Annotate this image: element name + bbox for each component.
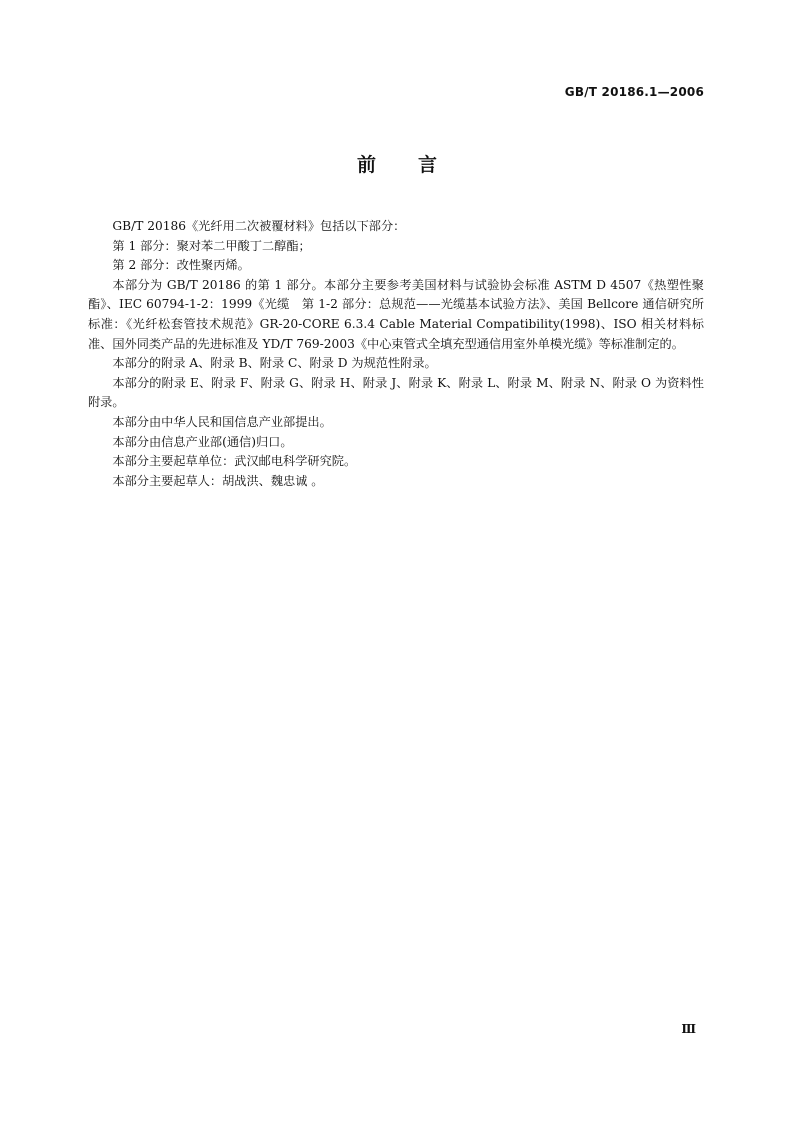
paragraph-drafters: 本部分主要起草人：胡战洪、魏忠诚 。 (112, 473, 324, 488)
page-title: 前言 (356, 154, 479, 176)
paragraph-normative-annexes: 本部分的附录 A、附录 B、附录 C、附录 D 为规范性附录。 (112, 356, 437, 371)
paragraph-drafting-unit: 本部分主要起草单位：武汉邮电科学研究院。 (112, 454, 357, 469)
paragraph-proposed-by: 本部分由中华人民和国信息产业部提出。 (112, 414, 332, 429)
paragraph-part-1: 第 1 部分：聚对苯二甲酸丁二醇酯； (112, 238, 311, 253)
paragraph-part-2: 第 2 部分：改性聚丙烯。 (112, 258, 250, 273)
paragraph-parts-intro: GB/T 20186《光纤用二次被覆材料》包括以下部分： (112, 219, 406, 233)
paragraph-references: 本部分为 GB/T 20186 的第 1 部分。本部分主要参考美国材料与试验协会标准 ASTM D 4507《热塑性聚酯》、IEC 60794-1-2：1999《光缆 第 1-2 部分：总规范——光缆基本试验方法》、美国 Bellcore 通信研究所标准：《光纤松套管技术规范》GR-20-CORE 6.3.4 Cable Material Compatibility(1998)、ISO 相关材料标准、国外同类产品的先进标准及 YD/T 769-2003《中心束管式全填充型通信用室外单模光缆》等标准制定的。 (88, 277, 704, 351)
page-number: Ⅲ (681, 1022, 696, 1036)
foreword-body (88, 217, 704, 491)
standard-number: GB/T 20186.1—2006 (564, 85, 704, 99)
paragraph-administered-by: 本部分由信息产业部(通信)归口。 (112, 434, 293, 449)
paragraph-informative-annexes: 本部分的附录 E、附录 F、附录 G、附录 H、附录 J、附录 K、附录 L、附录 M、附录 N、附录 O 为资料性附录。 (88, 375, 704, 410)
